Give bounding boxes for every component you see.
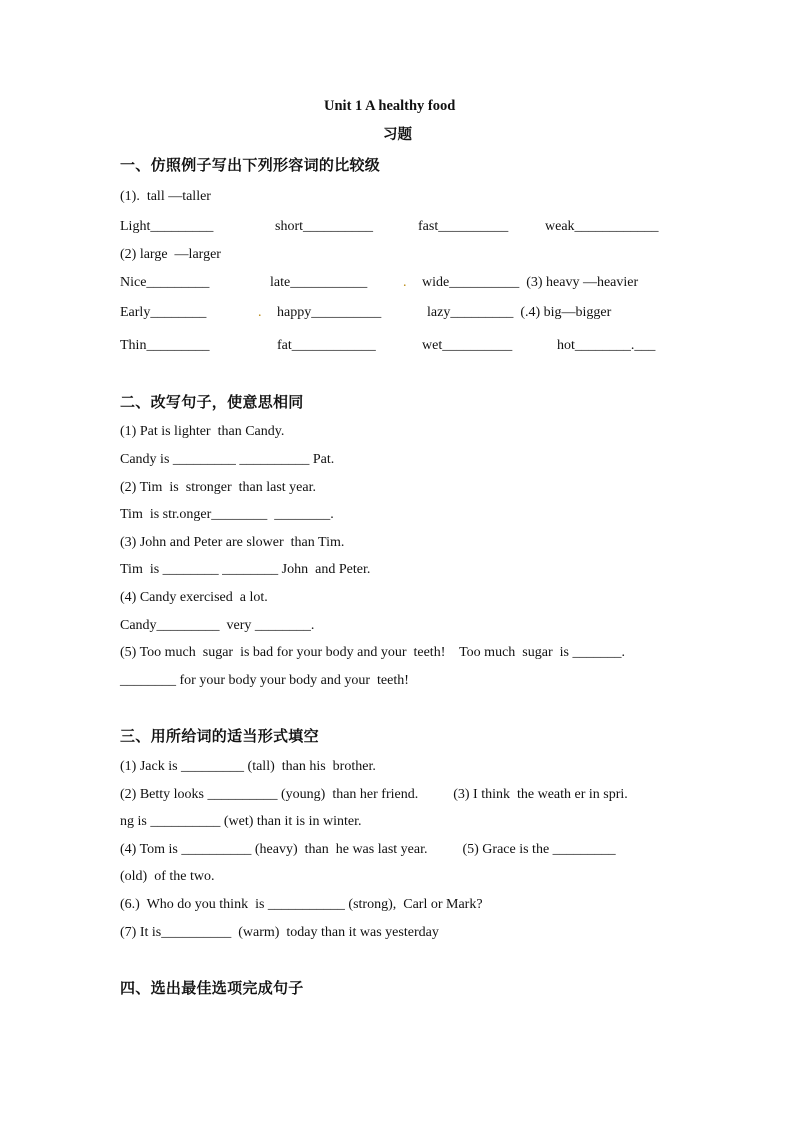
example-line: (1). tall —taller bbox=[120, 189, 211, 204]
sentence-line: (4) Tom is __________ (heavy) than he was last year. (5) Grace is the _________ bbox=[120, 842, 616, 857]
sentence-line: ________ for your body your body and your teeth! bbox=[120, 673, 409, 688]
sentence-line: (4) Candy exercised a lot. bbox=[120, 590, 268, 605]
sentence-line: Candy_________ very ________. bbox=[120, 618, 315, 633]
exercise-item: fat____________ bbox=[277, 338, 376, 353]
sentence-line: (5) Too much sugar is bad for your body and your teeth! Too much sugar is _______. bbox=[120, 645, 625, 660]
exercise-item: late___________ bbox=[270, 275, 368, 290]
sentence-line: Tim is ________ ________ John and Peter. bbox=[120, 562, 371, 577]
section-4-heading: 四、选出最佳选项完成句子 bbox=[120, 979, 304, 997]
section-3-heading: 三、用所给词的适当形式填空 bbox=[120, 727, 319, 745]
exercise-item: happy__________ bbox=[277, 305, 382, 320]
sentence-line: ng is __________ (wet) than it is in winter. bbox=[120, 814, 362, 829]
sentence-line: (old) of the two. bbox=[120, 869, 215, 884]
sentence-line: (2) Tim is stronger than last year. bbox=[120, 480, 316, 495]
exercise-item: hot________.___ bbox=[557, 338, 656, 353]
exercise-item: wide__________ (3) heavy —heavier bbox=[422, 275, 639, 290]
sentence-line: (6.) Who do you think is ___________ (strong), Carl or Mark? bbox=[120, 897, 483, 912]
sentence-line: Tim is str.onger________ ________. bbox=[120, 507, 334, 522]
page-title: Unit 1 A healthy food bbox=[324, 98, 456, 114]
exercise-item: weak____________ bbox=[545, 219, 659, 234]
mark-dot: . bbox=[258, 305, 262, 320]
section-2-heading: 二、改写句子，使意思相同 bbox=[120, 393, 304, 411]
exercise-item: wet__________ bbox=[422, 338, 513, 353]
exercise-item: lazy_________ (.4) big—bigger bbox=[427, 305, 612, 320]
page-subtitle: 习题 bbox=[383, 127, 412, 143]
section-1-heading: 一、仿照例子写出下列形容词的比较级 bbox=[120, 156, 381, 174]
mark-dot: . bbox=[403, 275, 407, 290]
sentence-line: (1) Jack is _________ (tall) than his brother. bbox=[120, 759, 376, 774]
sentence-line: (7) It is__________ (warm) today than it was yesterday bbox=[120, 925, 439, 940]
exercise-item: Early________ bbox=[120, 305, 207, 320]
exercise-item: Nice_________ bbox=[120, 275, 210, 290]
sentence-line: Candy is _________ __________ Pat. bbox=[120, 452, 335, 467]
example-line: (2) large —larger bbox=[120, 247, 221, 262]
exercise-item: short__________ bbox=[275, 219, 373, 234]
exercise-item: Light_________ bbox=[120, 219, 214, 234]
sentence-line: (2) Betty looks __________ (young) than her friend. (3) I think the weath er in spri. bbox=[120, 787, 628, 802]
sentence-line: (1) Pat is lighter than Candy. bbox=[120, 424, 285, 439]
sentence-line: (3) John and Peter are slower than Tim. bbox=[120, 535, 345, 550]
exercise-item: Thin_________ bbox=[120, 338, 210, 353]
exercise-item: fast__________ bbox=[418, 219, 509, 234]
